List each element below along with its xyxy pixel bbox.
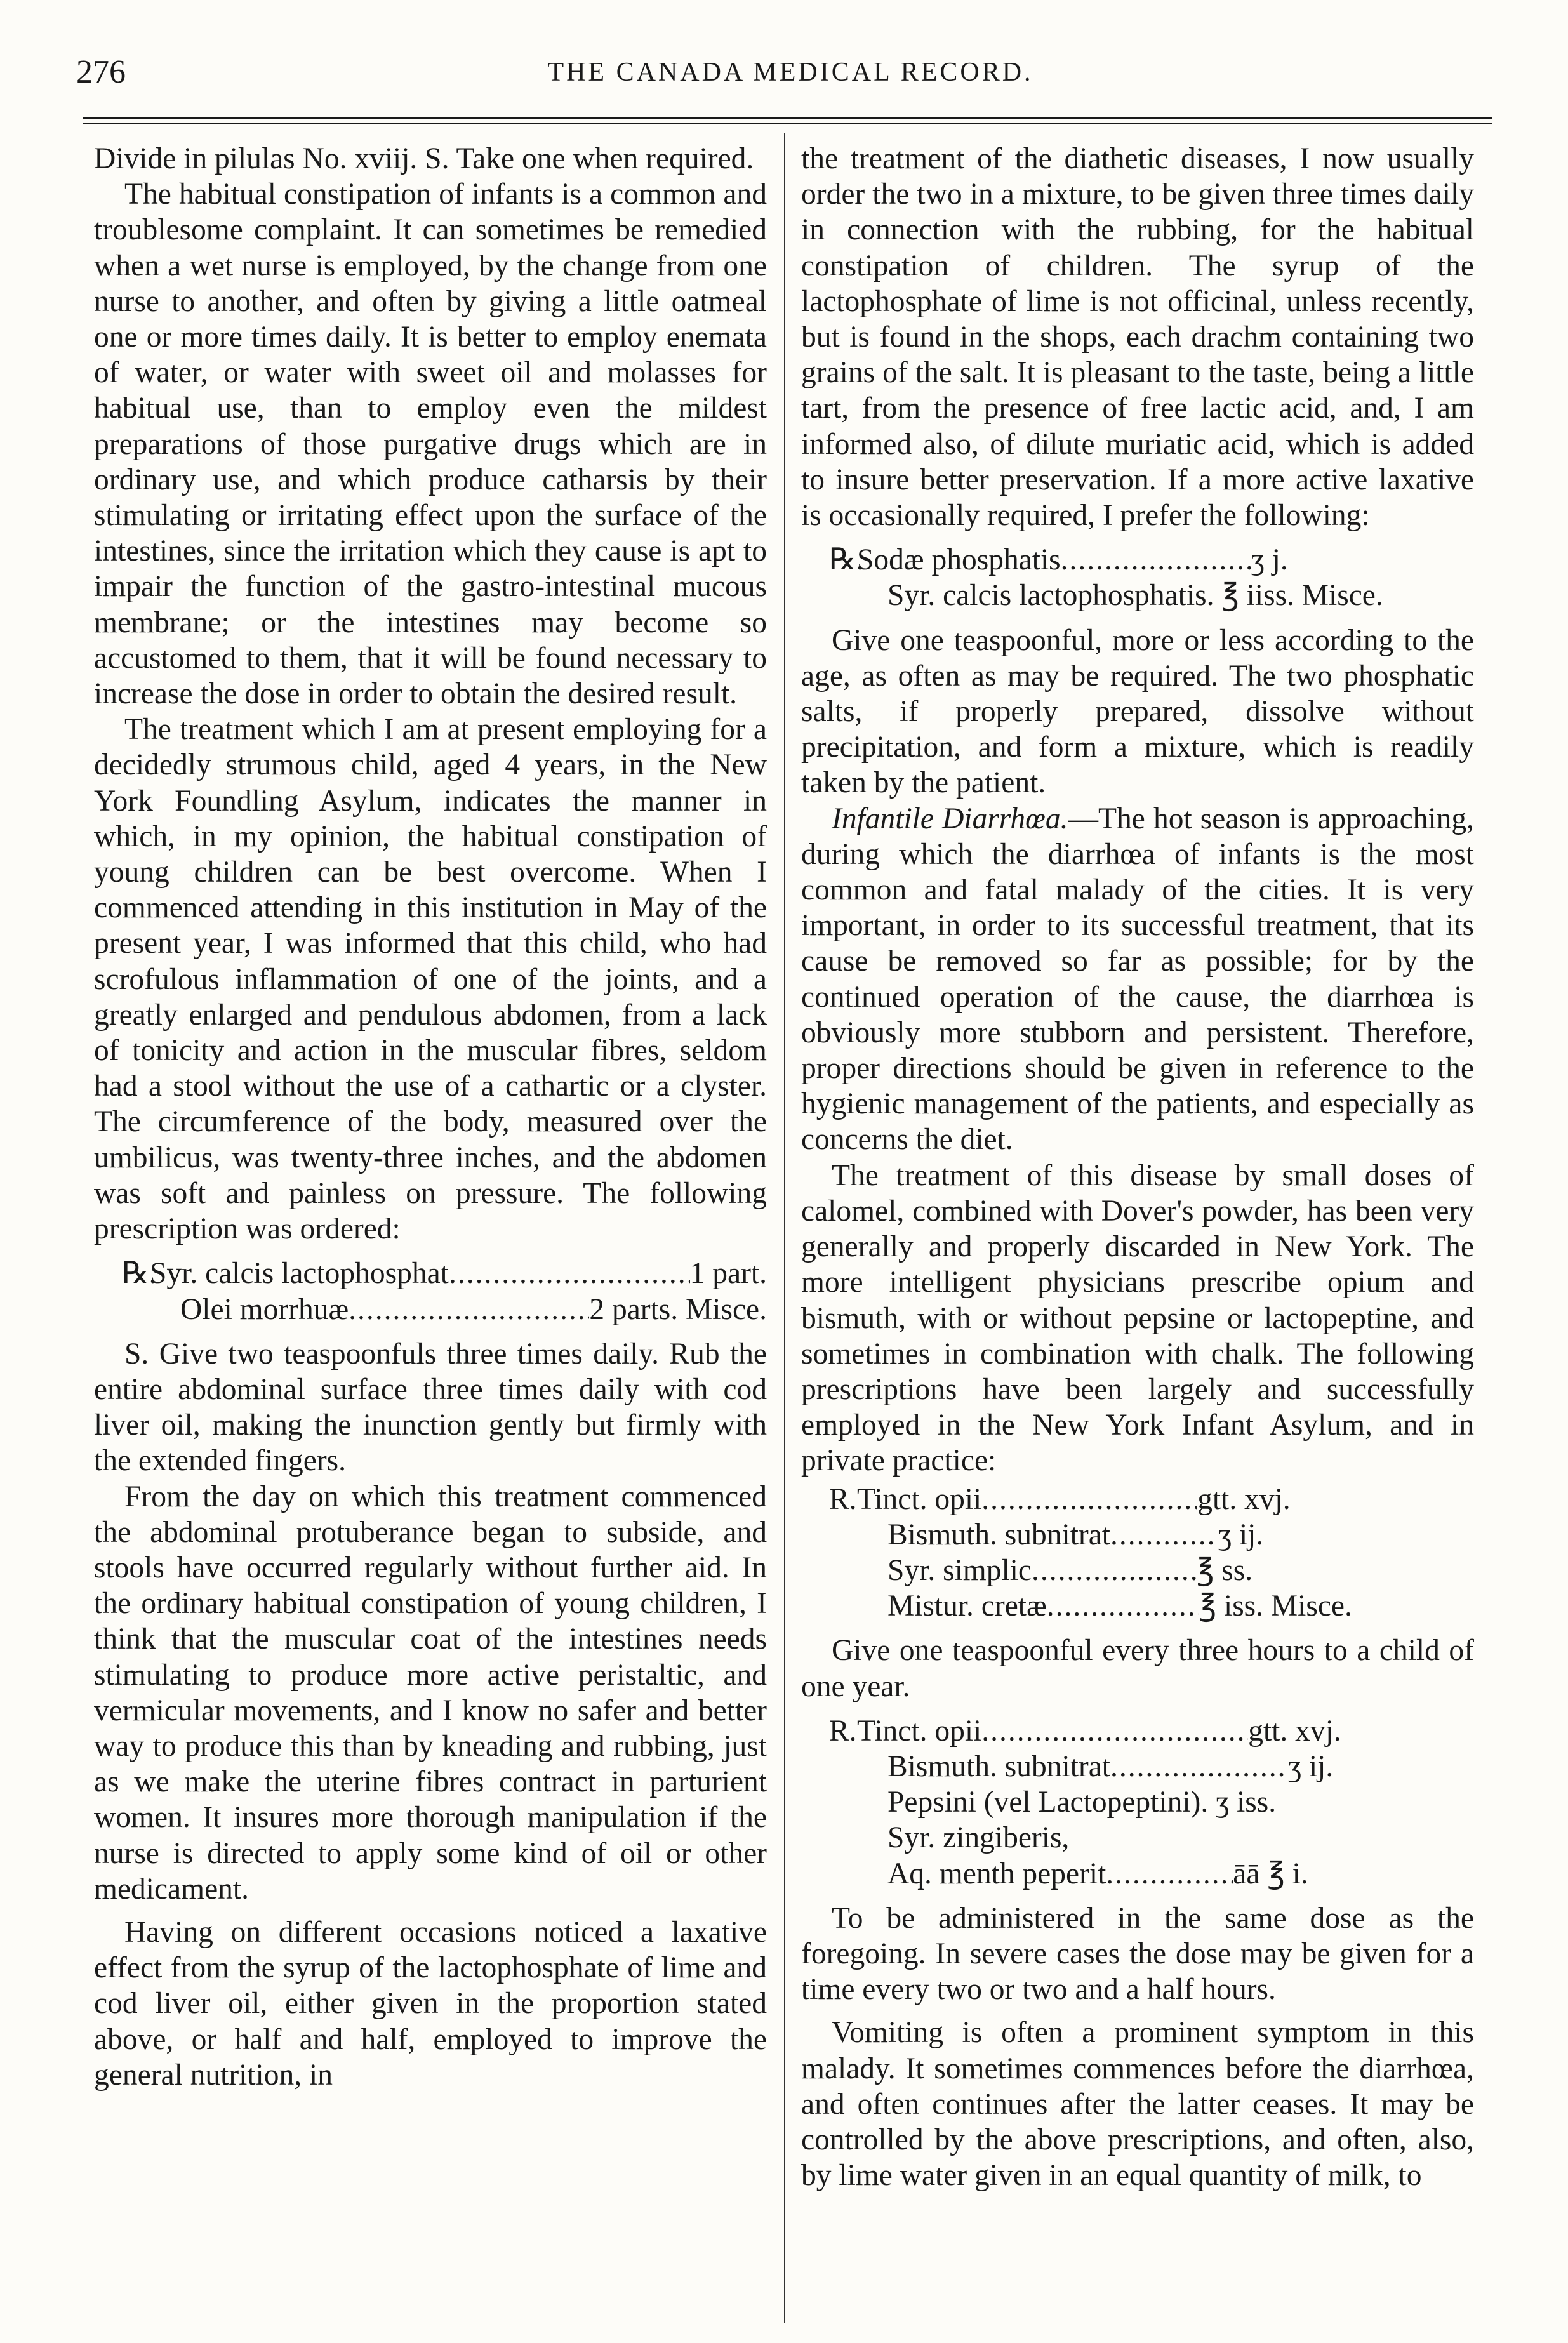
ingredient-name: Bismuth. subnitrat: [887, 1518, 1110, 1551]
ingredient-name: Sodæ phosphatis: [857, 543, 1061, 577]
paragraph: From the day on which this treatment commenced the abdominal protuberance began to subside, and stools have occurred regularly without further aid. In the ordinary habitual constipation of young children, I think that the muscular coat of the intestines needs stimulating to produce more active peristaltic, and vermicular movements, and I know no safer and better way to produce this than by kneading and rubbing, just as we make the uterine fibres contract in parturient women. It insures more thorough manipulation if the nurse is directed to apply some kind of oil or other medicament.: [94, 1480, 767, 1906]
paragraph-text: —The hot season is approaching, during which the diarrhœa of infants is the most common and fatal malady of the cities. It is very important, in order to its successful treatment, that its cause be removed so far as possible; for by the continued operation of the cause, the diarrhœa is obviously more stubborn and persistent. Therefore, proper directions should be given in reference to the hygienic management of the patients, and especially as concerns the diet.: [801, 802, 1474, 1157]
leader-dots: [1106, 1856, 1233, 1892]
prescription-line: [801, 1784, 1474, 1820]
ingredient-amount: ʒ ij.: [1288, 1749, 1334, 1783]
prescription: [801, 1713, 1474, 1892]
left-column: [94, 141, 767, 2325]
recipe-symbol: ℞.: [122, 1257, 157, 1291]
ingredient-amount: gtt. xvj.: [1197, 1482, 1291, 1516]
recipe-symbol: R.: [829, 1482, 857, 1516]
prescription-line: [801, 542, 1474, 578]
prescription: [801, 542, 1474, 613]
paragraph: Give one teaspoonful every three hours to a child of one year.: [801, 1634, 1474, 1703]
ingredient-name: Aq. menth peperit: [887, 1857, 1106, 1890]
prescription: [94, 1256, 767, 1327]
leader-dots: [1032, 1553, 1197, 1588]
paragraph: Divide in pilulas No. xviij. S. Take one when required.: [94, 142, 754, 175]
prescription-line: [801, 1553, 1474, 1588]
prescription-line: [94, 1256, 767, 1291]
paragraph: The habitual constipation of infants is a common and troublesome complaint. It can sometimes be remedied when a wet nurse is employed, by the change from one nurse to another, and often by giving a little oatmeal one or more times daily. It is better to employ enemata of water, or water with sweet oil and molasses for habitual use, than to employ even the mildest preparations of those purgative drugs which are in ordinary use, and which produce catharsis by their stimulating or irritating effect upon the surface of the intestines, since the irritation which they cause is apt to impair the function of the gastro-intestinal mucous membrane; or the intestines may become so accustomed to them, that it will be found necessary to increase the dose in order to obtain the desired result.: [94, 178, 767, 711]
leader-dots: [1110, 1749, 1288, 1784]
ingredient-amount: 2 parts. Misce.: [589, 1292, 767, 1326]
ingredient-amount: . ʒ iss.: [1200, 1786, 1277, 1819]
ingredient-name: Syr. simplic: [887, 1553, 1032, 1587]
ingredient-amount: gtt. xvj.: [1248, 1714, 1341, 1748]
ingredient-amount: āā ℥ i.: [1233, 1857, 1308, 1890]
ingredient-name: Olei morrhuæ: [180, 1292, 349, 1326]
ingredient-name: Tinct. opii: [857, 1714, 982, 1748]
paragraph: The treatment which I am at present employing for a decidedly strumous child, aged 4 years, in the New York Foundling Asylum, indicates the manner in which, in my opinion, the habitual constipation of young children can be best overcome. When I commenced attending in this institution in May of the present year, I was informed that this child, who had scrofulous inflammation of one of the joints, and a greatly enlarged and pendulous abdomen, from a lack of tonicity and action in the muscular fibres, seldom had a stool without the use of a cathartic or a clyster. The circumference of the body, measured over the umbilicus, was twenty-three inches, and the abdomen was soft and painless on pressure. The following prescription was ordered:: [94, 713, 767, 1246]
leader-dots: [981, 1713, 1248, 1749]
ingredient-name: Tinct. opii: [857, 1482, 982, 1516]
prescription-line: [94, 1292, 767, 1327]
ingredient-name: Mistur. cretæ: [887, 1590, 1047, 1623]
paragraph: Vomiting is often a prominent symptom in this malady. It sometimes commences before the diarrhœa, and often continues after the latter ceases. It may be controlled by the above prescriptions, and often, also, by lime water given in an equal quantity of milk, to: [801, 2016, 1474, 2193]
ingredient-name: Pepsini (vel Lactopeptini): [887, 1786, 1201, 1819]
prescription-line: [801, 1820, 1474, 1855]
prescription-line: [801, 1517, 1474, 1553]
paragraph: Having on different occasions noticed a laxative effect from the syrup of the lactophosphate of lime and cod liver oil, either given in the proportion stated above, or half and half, employed to improve the general nutrition, in: [94, 1915, 767, 2092]
header-rule: [83, 117, 1492, 124]
running-header: [76, 53, 1505, 91]
ingredient-name: Bismuth. subnitrat: [887, 1749, 1110, 1783]
prescription-line: [801, 1856, 1474, 1892]
recipe-symbol: R.: [829, 1714, 857, 1748]
prescription-line: [801, 1482, 1474, 1517]
ingredient-line: Syr. calcis lactophosphatis. ℥ iiss. Misce.: [887, 579, 1383, 613]
prescription-line: [801, 1713, 1474, 1749]
leader-dots: [1110, 1517, 1218, 1553]
ingredient-amount: 1 part.: [689, 1257, 767, 1291]
prescription: [801, 1482, 1474, 1624]
leader-dots: [349, 1292, 589, 1327]
prescription-line: [801, 1588, 1474, 1624]
ingredient-line: Syr. zingiberis,: [887, 1821, 1070, 1855]
paragraph: [801, 801, 1474, 1158]
ingredient-amount: ʒ j.: [1251, 543, 1288, 577]
column-divider: [784, 133, 785, 2323]
leader-dots: [1047, 1588, 1199, 1624]
journal-title: THE CANADA MEDICAL RECORD.: [547, 58, 1033, 87]
prescription-line: [801, 578, 1474, 613]
prescription-line: [801, 1749, 1474, 1784]
ingredient-amount: ℥ ss.: [1196, 1553, 1253, 1587]
ingredient-name: Syr. calcis lactophosphat: [150, 1257, 449, 1291]
section-title: Infantile Diarrhœa.: [832, 802, 1068, 835]
recipe-symbol: ℞.: [829, 543, 864, 577]
page-number: 276: [76, 54, 126, 90]
ingredient-amount: ℥ iss. Misce.: [1199, 1590, 1352, 1623]
right-column: [801, 141, 1474, 2325]
leader-dots: [981, 1482, 1197, 1517]
paragraph: Give one teaspoonful, more or less according to the age, as often as may be required. The two phosphatic salts, if properly prepared, dissolve without precipitation, and form a mixture, which is readily taken by the patient.: [801, 623, 1474, 800]
leader-dots: [1061, 542, 1251, 578]
paragraph: To be administered in the same dose as the foregoing. In severe cases the dose may be given for a time every two or two and a half hours.: [801, 1901, 1474, 2007]
ingredient-amount: ʒ ij.: [1218, 1518, 1264, 1551]
leader-dots: [449, 1256, 690, 1291]
paragraph: S. Give two teaspoonfuls three times daily. Rub the entire abdominal surface three times daily with cod liver oil, making the inunction gently but firmly with the extended fingers.: [94, 1337, 767, 1478]
paragraph: the treatment of the diathetic diseases, I now usually order the two in a mixture, to be given three times daily in connection with the rubbing, for the habitual constipation of children. The syrup of the lactophosphate of lime is not officinal, unless recently, but is found in the shops, each drachm containing two grains of the salt. It is pleasant to the taste, being a little tart, from the presence of free lactic acid, and, I am informed also, of dilute muriatic acid, which is added to insure better preservation. If a more active laxative is occasionally required, I prefer the following:: [801, 142, 1474, 533]
paragraph: The treatment of this disease by small doses of calomel, combined with Dover's powder, has been very generally and properly discarded in New York. The more intelligent physicians prescribe opium and bismuth, with or without pepsine or lactopeptine, and sometimes in combination with chalk. The following prescriptions have been largely and successfully employed in the New York Infant Asylum, and in private practice:: [801, 1158, 1474, 1478]
